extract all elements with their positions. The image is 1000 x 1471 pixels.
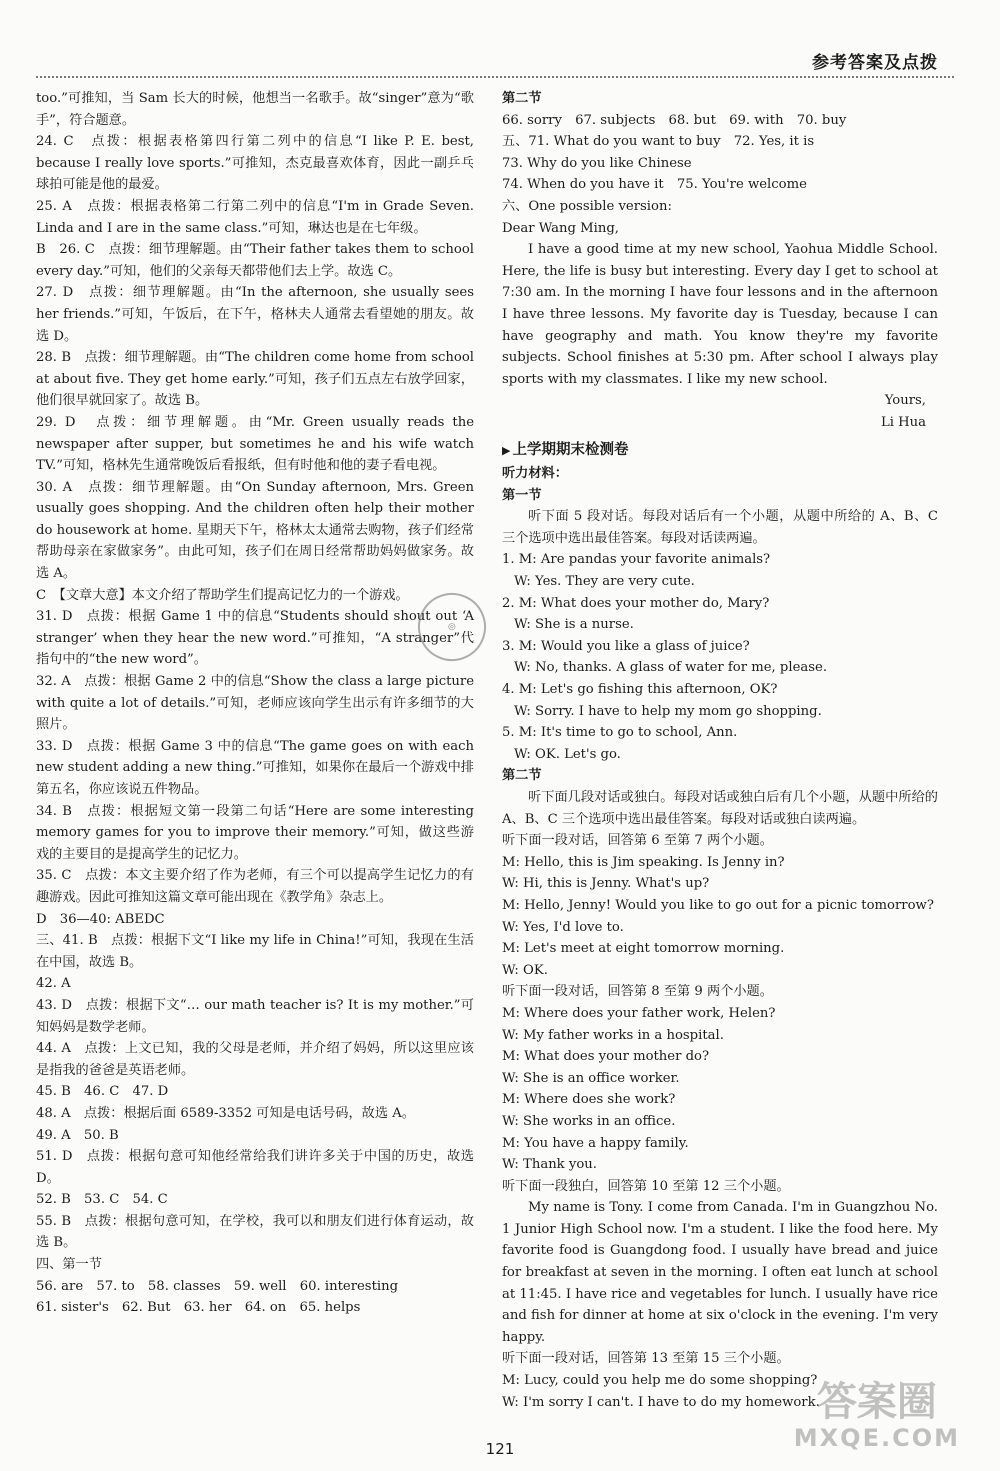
dialog-line: W: No, thanks. A glass of water for me, please. [514,660,828,676]
answer-item: 44. A 点拨：上文已知，我的父母是老师，并介绍了妈妈，所以这里应该是指我的爸爸是英语老师。 [36,1041,474,1078]
answer-item: 49. A 50. B [36,1127,119,1143]
dialog-line: 4. M: Let's go fishing this afternoon, OK? [502,682,778,698]
dialog-line: W: OK. [502,962,548,978]
dialog-line: 听下面一段对话，回答第 13 至第 15 三个小题。 [502,1351,790,1367]
part-label: 第二节 [502,768,542,784]
section-label: 第二节 [502,91,542,106]
dialog-line: 3. M: Would you like a glass of juice? [502,638,750,654]
dialog-line: W: She works in an office. [502,1113,676,1129]
answer-item: D 36—40: ABEDC [36,911,165,927]
answer-item: 28. B 点拨：细节理解题。由“The children come home from school at about five. They get home early.”可知，孩子们五点左右放学回家，他们很早就回家了。故选 B。 [36,350,474,409]
answer-item: 六、One possible version: [502,198,672,214]
letter-greeting: Dear Wang Ming, [502,220,619,236]
answer-item: 33. D 点拨：根据 Game 3 中的信息“The game goes on with each new student adding a new thing.”可推知，如果你在最后一个游戏中排第五名，你应该说五件物品。 [36,738,474,797]
exam-section-title: ▶ 上学期期末检测卷 [502,441,629,458]
part-instructions: 听下面几段对话或独白。每段对话或独白后有几个小题，从题中所给的 A、B、C 三个选项中选出最佳答案。每段对话或独白读两遍。 [502,790,938,827]
dialog-line: 听下面一段对话，回答第 8 至第 9 两个小题。 [502,984,773,1000]
dialog-line: M: What does your mother do? [502,1049,710,1065]
letter-closing: Yours, [884,393,926,409]
dialog-line: M: Hello, Jenny! Would you like to go out for a picnic tomorrow? [502,897,934,913]
answer-item: 61. sister's 62. But 63. her 64. on 65. helps [36,1300,361,1316]
dialog-line: M: Hello, this is Jim speaking. Is Jenny in? [502,854,785,870]
dialog-line: M: Lucy, could you help me do some shopping? [502,1373,818,1389]
answer-item: 五、71. What do you want to buy 72. Yes, it is [502,134,815,150]
dialog-line: W: I'm sorry I can't. I have to do my homework. [502,1394,820,1410]
dialog-line: W: OK. Let's go. [514,746,621,762]
answer-item: 32. A 点拨：根据 Game 2 中的信息“Show the class a large picture with quite a lot of details.”可知，老师应该向学生出示有许多细节的大照片。 [36,674,474,733]
answer-item: 48. A 点拨：根据后面 6589-3352 可知是电话号码，故选 A。 [36,1105,415,1121]
answer-item: C 【文章大意】本文介绍了帮助学生们提高记忆力的一个游戏。 [36,587,409,603]
answer-item: 35. C 点拨：本文主要介绍了作为老师，有三个可以提高学生记忆力的有趣游戏。因此可推知这篇文章可能出现在《教学角》杂志上。 [36,868,474,905]
watermark-logo: 答案圈 MXQE.COM [793,1379,960,1452]
dialog-line: 1. M: Are pandas your favorite animals? [502,552,771,568]
dialog-line: 2. M: What does your mother do, Mary? [502,595,770,611]
right-column [502,88,938,1413]
listening-label: 听力材料： [502,466,568,482]
dialog-line: 听下面一段对话，回答第 6 至第 7 两个小题。 [502,833,773,849]
monologue-text: My name is Tony. I come from Canada. I'm in Guangzhou No. 1 Junior High School now. I'm a student. I like the food here. My favorite food is Guangdong food. I usually have bread and juice for breakfast at seven in the morning. I often eat lunch at school at 11:45. I have rice and vegetables for lunch. I usually have rice and fish for dinner at home at six o'clock in the evening. I'm very happy. [502,1200,938,1345]
answer-item: 43. D 点拨：根据下文“… our math teacher is? It is my mother.”可知妈妈是数学老师。 [36,997,474,1035]
left-column [36,88,474,1319]
dialog-line: M: Where does your father work, Helen? [502,1005,776,1021]
answer-item: 74. When do you have it 75. You're welcome [502,177,807,193]
answer-item: 24. C 点拨：根据表格第四行第二列中的信息“I like P. E. best, because I really love sports.”可推知，杰克最喜欢体育，因此一副乒乓球拍可能是他的最爱。 [36,134,474,193]
page-number: 121 [485,1440,515,1458]
dialog-line: W: Thank you. [502,1157,597,1173]
answer-item: 52. B 53. C 54. C [36,1192,168,1208]
answer-item: 55. B 点拨：根据句意可知，在学校，我可以和朋友们进行体育运动，故选 B。 [36,1213,474,1251]
answer-item: 66. sorry 67. subjects 68. but 69. with 70. buy [502,112,847,128]
answer-item: 73. Why do you like Chinese [502,155,692,171]
letter-signature: Li Hua [880,414,926,430]
answer-item: 51. D 点拨：根据句意可知他经常给我们讲许多关于中国的历史，故选 D。 [36,1149,474,1186]
dialog-line: M: Where does she work? [502,1092,676,1108]
letter-body: I have a good time at my new school, Yaohua Middle School. Here, the life is busy but interesting. Every day I get to school at 7:30 am. In the morning I have four lessons and in the afternoon I have three lessons. My favorite day is Tuesday, because I can have geography and math. You know they're my favorite subjects. School finishes at 5:30 pm. After school I always play sports with my classmates. I like my new school. [502,242,938,387]
answer-item: 30. A 点拨：细节理解题。由“On Sunday afternoon, Mrs. Green usually goes shopping. And the children often help their mother do housework at home. 星期天下午，格林太太通常去购物，孩子们经常帮助母亲在家做家务”。由此可知，孩子们在周日经常帮助妈妈做家务。故选 A。 [36,479,474,582]
answer-item: 四、第一节 [36,1257,102,1273]
answer-item: B 26. C 点拨：细节理解题。由“Their father takes them to school every day.”可知，他们的父亲每天都带他们去上学。故选 C。 [36,242,474,279]
answer-item: 29. D 点拨：细节理解题。由“Mr. Green usually reads the newspaper after supper, but sometimes he and his wife watch TV.”可知，格林先生通常晚饭后看报纸，但有时他和他的妻子看电视。 [36,414,474,474]
dialog-line: W: Yes, I'd love to. [502,919,624,935]
dialog-line: W: My father works in a hospital. [502,1027,724,1043]
page-header-title: 参考答案及点拨 [812,53,938,73]
dialog-line: M: You have a happy family. [502,1135,689,1151]
answer-item: 34. B 点拨：根据短文第一段第二句话“Here are some interesting memory games for you to improve their memory.”可知，做这些游戏的主要目的是提高学生的记忆力。 [36,803,474,862]
dialog-line: 听下面一段独白，回答第 10 至第 12 三个小题。 [502,1178,790,1194]
dialog-line: M: Let's meet at eight tomorrow morning. [502,941,785,957]
answer-item: 31. D 点拨：根据 Game 1 中的信息“Students should shout out ‘A stranger’ when they hear the new word.”可推知，“A stranger”代指句中的“the new word”。 [36,609,474,668]
answer-item: 56. are 57. to 58. classes 59. well 60. interesting [36,1278,399,1294]
dialog-line: W: She is a nurse. [514,617,634,633]
header-divider [36,76,954,78]
arrow-icon: ▶ [502,443,511,457]
answer-item: 三、41. B 点拨：根据下文“I like my life in China!”可知，我现在生活在中国，故选 B。 [36,933,474,970]
seal-stamp: ◎ [408,583,495,670]
answer-item: 45. B 46. C 47. D [36,1084,169,1100]
answer-item: 27. D 点拨：细节理解题。由“In the afternoon, she usually sees her friends.”可知，午饭后，在下午，格林夫人通常去看望她的朋友。故选 D。 [36,285,474,344]
part-label: 第一节 [502,487,542,503]
dialog-line: W: Hi, this is Jenny. What's up? [502,876,710,892]
dialog-line: W: Sorry. I have to help my mom go shopping. [514,703,822,719]
answer-item: too.”可推知，当 Sam 长大的时候，他想当一名歌手。故“singer”意为“歌手”，符合题意。 [36,91,474,128]
dialog-line: W: She is an office worker. [502,1070,680,1086]
dialog-line: 5. M: It's time to go to school, Ann. [502,725,738,741]
answer-item: 25. A 点拨：根据表格第二行第二列中的信息“I'm in Grade Seven. Linda and I are in the same class.”可知，琳达也是在七年级。 [36,198,474,236]
answer-item: 42. A [36,976,71,992]
dialog-line: W: Yes. They are very cute. [514,574,695,590]
part-instructions: 听下面 5 段对话。每段对话后有一个小题，从题中所给的 A、B、C 三个选项中选出最佳答案。每段对话读两遍。 [502,509,938,546]
